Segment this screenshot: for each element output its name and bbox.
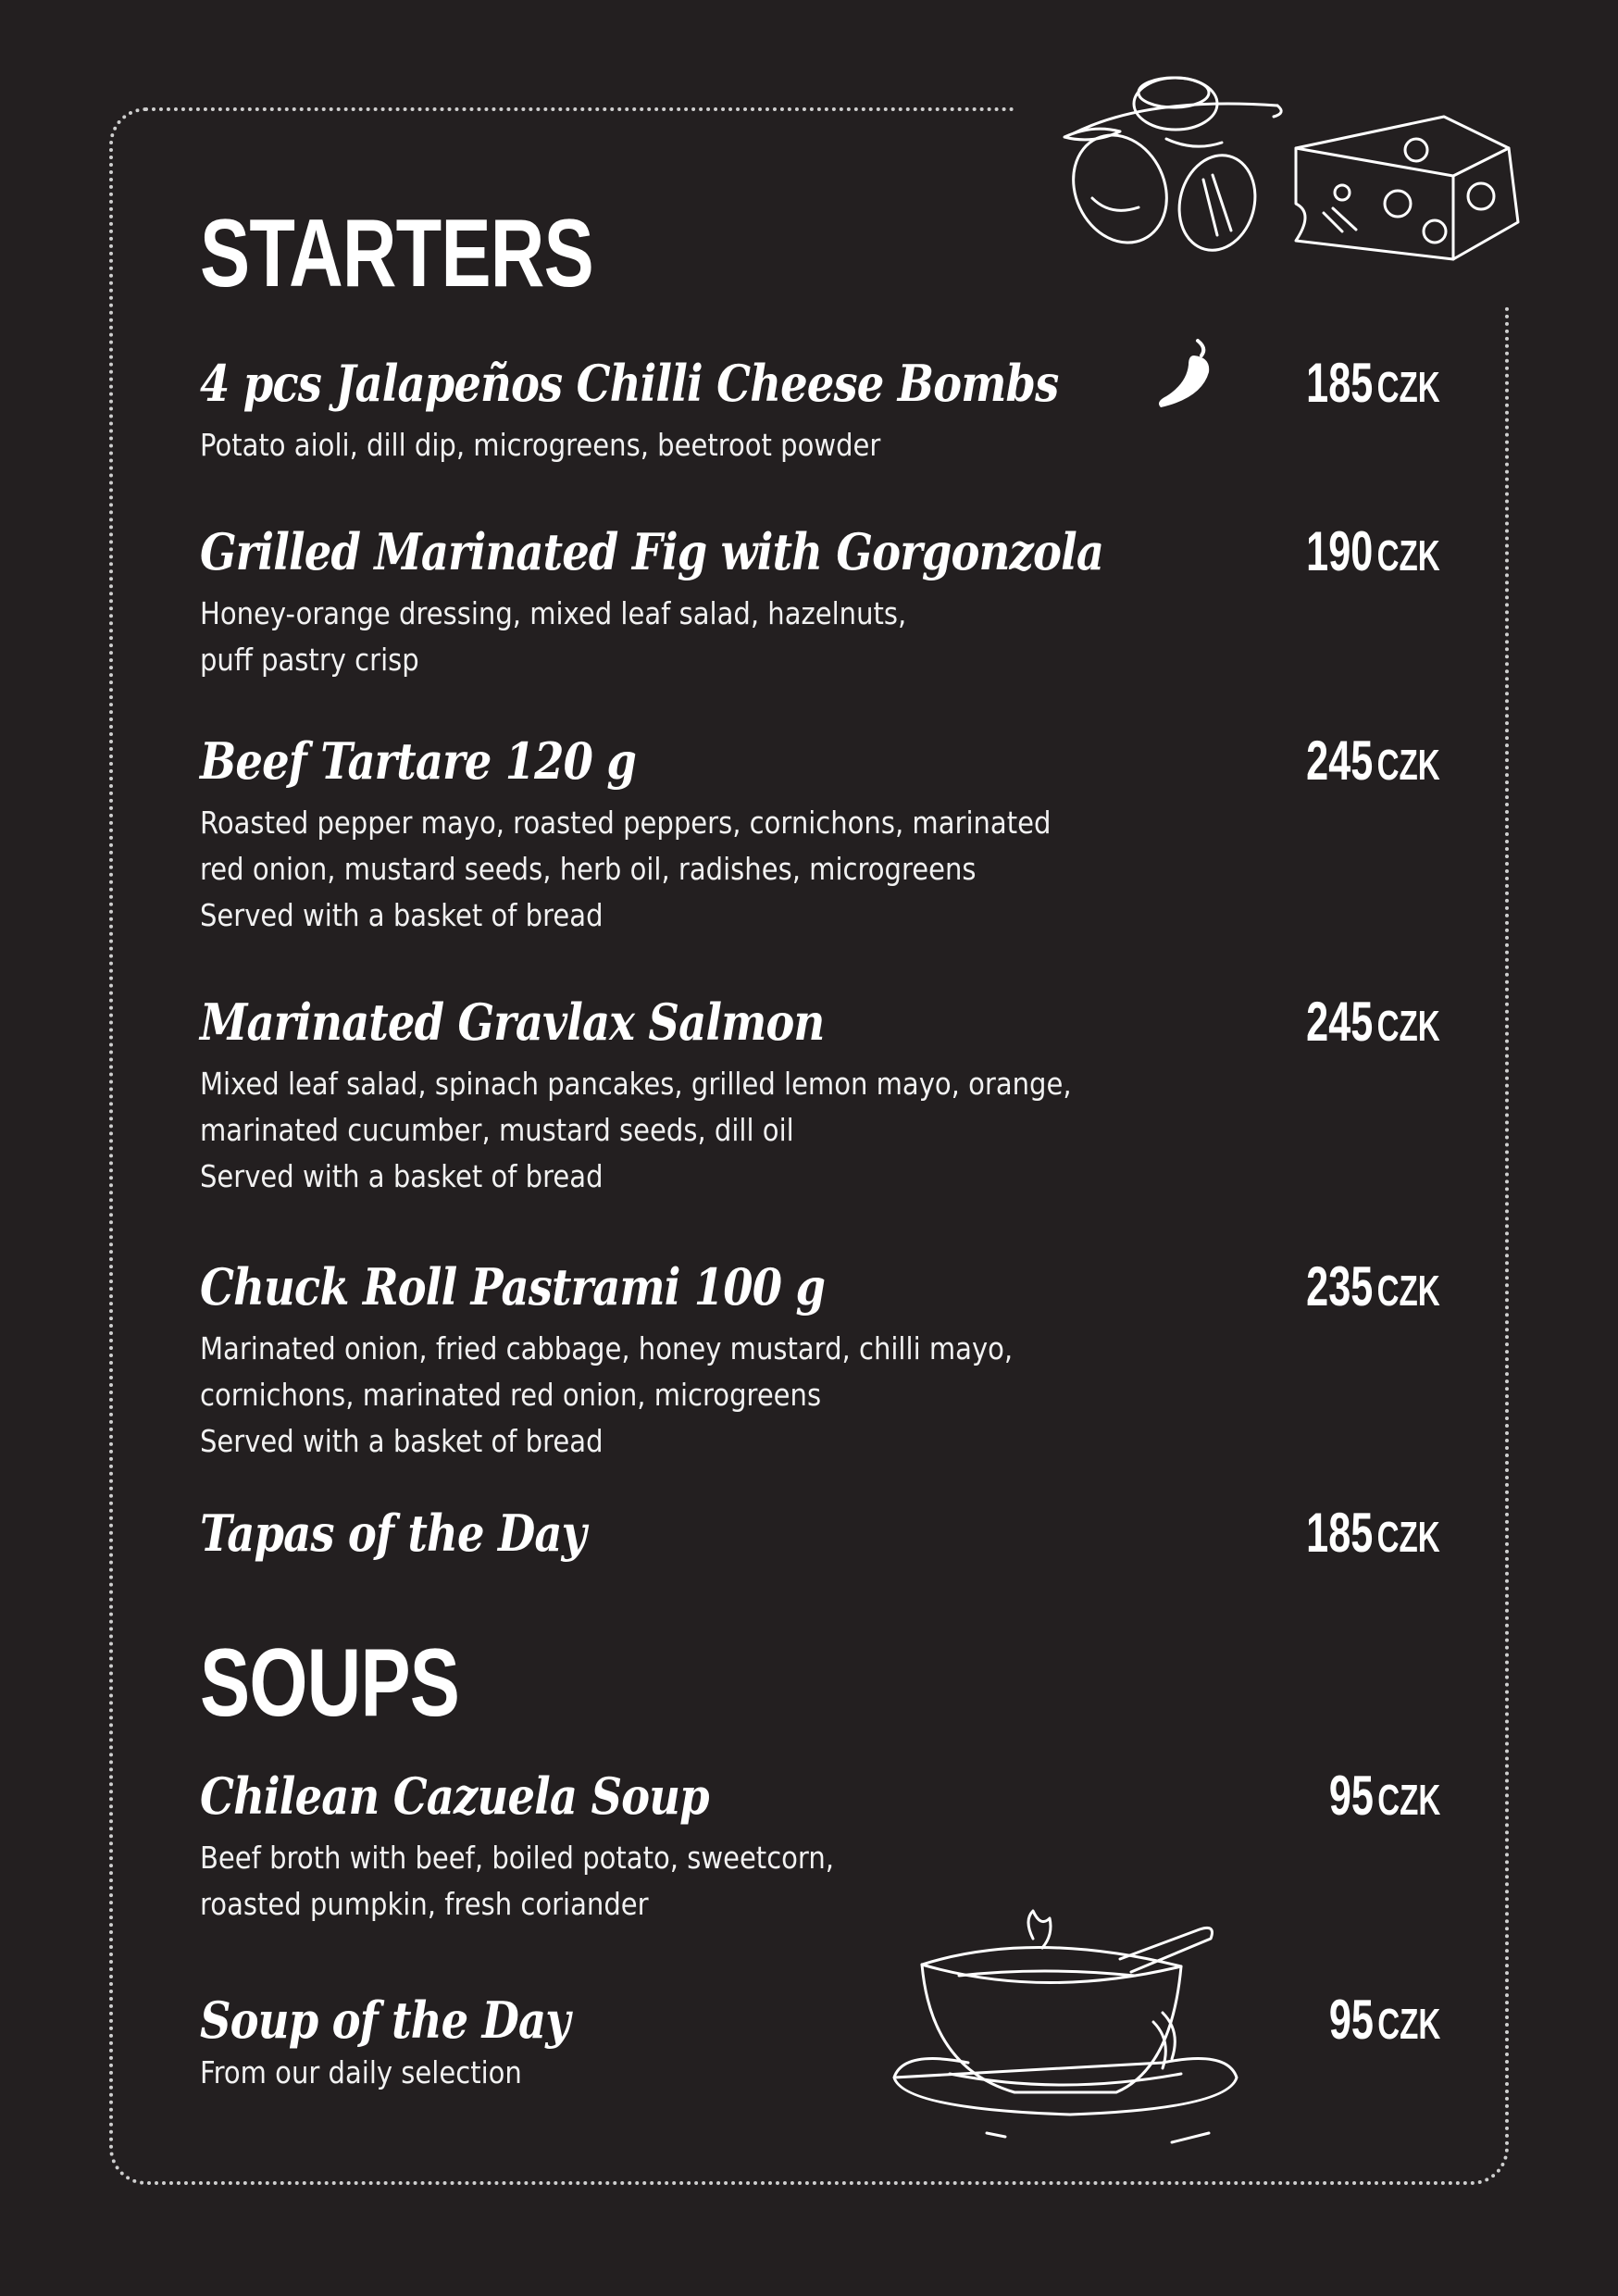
item-desc bbox=[200, 1061, 1291, 1200]
menu-item bbox=[200, 1257, 1440, 1465]
price-value: 95 bbox=[1328, 1765, 1374, 1827]
price-value: 95 bbox=[1328, 1989, 1374, 2051]
item-price bbox=[1307, 731, 1440, 794]
price-currency: CZK bbox=[1376, 1267, 1440, 1315]
chili-pepper-icon bbox=[1153, 331, 1224, 415]
item-name: Grilled Marinated Fig with Gorgonzola bbox=[200, 522, 1104, 581]
item-name: Chilean Cazuela Soup bbox=[200, 1766, 709, 1826]
item-price bbox=[1329, 1766, 1440, 1829]
price-value: 245 bbox=[1306, 730, 1374, 792]
price-currency: CZK bbox=[1376, 1002, 1440, 1050]
item-price bbox=[1307, 1504, 1440, 1566]
item-price bbox=[1307, 1257, 1440, 1320]
menu-item bbox=[200, 522, 1440, 683]
section-title-soups: SOUPS bbox=[200, 1629, 460, 1737]
desc-line: Served with a basket of bread bbox=[200, 1158, 604, 1194]
desc-line: red onion, mustard seeds, herb oil, radishes, microgreens bbox=[200, 851, 977, 887]
price-currency: CZK bbox=[1376, 2000, 1440, 2048]
desc-line: Roasted pepper mayo, roasted peppers, cornichons, marinated bbox=[200, 805, 1052, 841]
price-currency: CZK bbox=[1376, 531, 1440, 580]
desc-line: From our daily selection bbox=[200, 2054, 522, 2090]
desc-line: Potato aioli, dill dip, microgreens, beetroot powder bbox=[200, 427, 881, 463]
price-currency: CZK bbox=[1376, 1513, 1440, 1561]
olives-illustration bbox=[1055, 59, 1287, 263]
price-value: 185 bbox=[1306, 1502, 1374, 1564]
price-value: 190 bbox=[1306, 520, 1374, 582]
price-currency: CZK bbox=[1376, 1776, 1440, 1824]
item-desc bbox=[200, 800, 1291, 939]
item-name: Soup of the Day bbox=[200, 1990, 570, 2050]
item-name: Chuck Roll Pastrami 100 g bbox=[200, 1257, 826, 1316]
item-price bbox=[1307, 354, 1440, 417]
menu-item bbox=[200, 1990, 1440, 2096]
desc-line: puff pastry crisp bbox=[200, 642, 419, 678]
price-value: 235 bbox=[1306, 1255, 1374, 1317]
item-price bbox=[1307, 992, 1440, 1055]
desc-line: Honey-orange dressing, mixed leaf salad, hazelnuts, bbox=[200, 595, 907, 631]
menu-item bbox=[200, 731, 1440, 939]
price-currency: CZK bbox=[1376, 363, 1440, 411]
desc-line: Served with a basket of bread bbox=[200, 1423, 604, 1459]
price-value: 185 bbox=[1306, 352, 1374, 414]
item-name: 4 pcs Jalapeños Chilli Cheese Bombs bbox=[200, 354, 1059, 413]
desc-line: Marinated onion, fried cabbage, honey mustard, chilli mayo, bbox=[200, 1330, 1014, 1366]
desc-line: cornichons, marinated red onion, microgreens bbox=[200, 1377, 822, 1413]
soup-bowl-illustration bbox=[894, 1911, 1237, 2161]
desc-line: roasted pumpkin, fresh coriander bbox=[200, 1886, 649, 1922]
cheese-illustration bbox=[1287, 111, 1527, 268]
item-price bbox=[1329, 1990, 1440, 2053]
menu-item bbox=[200, 992, 1440, 1200]
desc-line: Served with a basket of bread bbox=[200, 897, 604, 933]
price-value: 245 bbox=[1306, 991, 1374, 1053]
item-name: Tapas of the Day bbox=[200, 1504, 586, 1563]
section-title-starters: STARTERS bbox=[200, 200, 593, 307]
item-name: Marinated Gravlax Salmon bbox=[200, 992, 825, 1052]
item-desc bbox=[200, 422, 1291, 468]
desc-line: Beef broth with beef, boiled potato, sweetcorn, bbox=[200, 1840, 834, 1876]
menu-item bbox=[200, 354, 1440, 468]
item-name: Beef Tartare 120 g bbox=[200, 731, 636, 791]
item-desc bbox=[200, 591, 1291, 683]
price-currency: CZK bbox=[1376, 741, 1440, 789]
desc-line: Mixed leaf salad, spinach pancakes, grilled lemon mayo, orange, bbox=[200, 1066, 1072, 1102]
menu-item bbox=[200, 1504, 1440, 1563]
desc-line: marinated cucumber, mustard seeds, dill oil bbox=[200, 1112, 794, 1148]
item-price bbox=[1307, 522, 1440, 585]
item-desc bbox=[200, 1326, 1291, 1465]
menu-item bbox=[200, 1766, 1440, 1928]
